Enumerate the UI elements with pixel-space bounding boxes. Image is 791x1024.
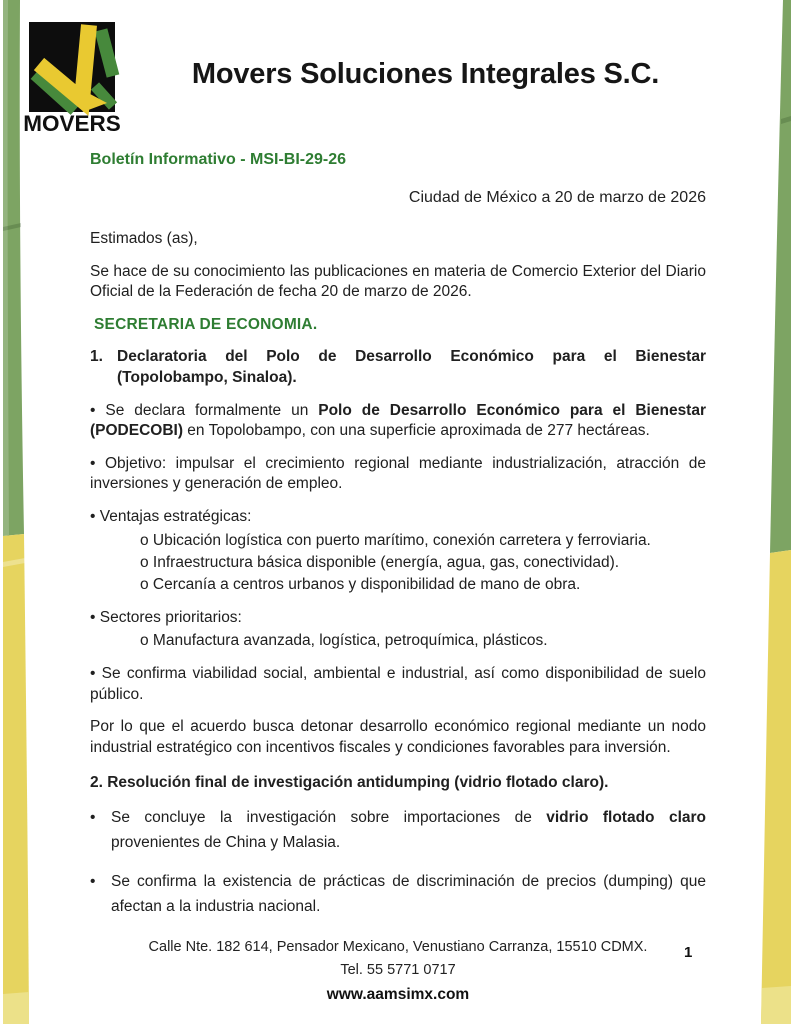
item-number: 1.	[90, 348, 103, 366]
sub-bullet-cercania: o Cercanía a centros urbanos y disponibilidad de mano de obra.	[140, 575, 581, 593]
bullet-sectores: • Sectores prioritarios:	[90, 608, 242, 626]
date-line: Ciudad de México a 20 de marzo de 2026	[408, 189, 706, 206]
brand-wordmark: MOVERS	[23, 111, 121, 136]
sub-bullet-manufactura: o Manufactura avanzada, logística, petroquímica, plásticos.	[140, 632, 548, 650]
bullet-text-post: en Topolobampo, con una superficie aproximada de 277 hectáreas.	[183, 422, 650, 440]
intro-paragraph: Se hace de su conocimiento las publicaciones en materia de Comercio Exterior del Diario Oficial de la Federación de fecha 20 de marzo de 2026.	[90, 262, 706, 301]
footer-website: www.aamsimx.com	[326, 986, 470, 1003]
sub-bullet-list	[90, 530, 706, 596]
bullet-declaratoria	[90, 401, 706, 442]
ribbon-yellow-segment	[761, 550, 791, 1024]
bullet-ventajas: • Ventajas estratégicas:	[90, 507, 252, 525]
bullet-text-bold: vidrio flotado claro	[546, 809, 706, 827]
footer	[90, 936, 706, 1007]
sub-bullet-ubicacion: o Ubicación logística con puerto marítimo, conexión carretera y ferroviaria.	[140, 531, 651, 549]
bullet-dumping	[90, 869, 706, 919]
closing-paragraph: Por lo que el acuerdo busca detonar desarrollo económico regional mediante un nodo industrial estratégico con incentivos fiscales y condiciones favorables para inversión.	[90, 718, 706, 756]
bullet-objetivo: • Objetivo: impulsar el crecimiento regional mediante industrialización, atracción de inversiones y generación de empleo.	[90, 454, 706, 493]
bullet-viabilidad: • Se confirma viabilidad social, ambiental e industrial, así como disponibilidad de suelo público.	[90, 665, 706, 703]
bullet-text	[111, 805, 706, 855]
ribbon-bottom-light	[3, 992, 29, 1024]
bullet-marker: •	[90, 809, 96, 827]
right-ribbon	[757, 0, 791, 1024]
ribbon-bottom-light	[761, 986, 791, 1024]
bullet-text-pre: • Se declara formalmente un	[90, 401, 319, 419]
footer-phone: Tel. 55 5771 0717	[340, 961, 456, 978]
bulletin-id: Boletín Informativo - MSI-BI-29-26	[90, 151, 347, 168]
bullet-text-bold: Polo de Desarrollo Económico para el Bienestar (PODECOBI)	[90, 401, 706, 440]
left-ribbon	[0, 0, 34, 1024]
sub-bullet-list	[90, 630, 706, 652]
greeting-text: Estimados (as),	[90, 230, 198, 247]
item2-heading: 2. Resolución final de investigación antidumping (vidrio flotado claro).	[90, 773, 609, 791]
footer-address: Calle Nte. 182 614, Pensador Mexicano, Venustiano Carranza, 15510 CDMX.	[148, 939, 648, 955]
item-heading-text: Declaratoria del Polo de Desarrollo Económico para el Bienestar (Topolobampo, Sinaloa).	[117, 348, 706, 386]
bullet-marker: •	[90, 873, 96, 891]
page-title: Movers Soluciones Integrales S.C.	[191, 58, 660, 90]
letter-body	[90, 229, 706, 933]
bullet-conclusion	[90, 805, 706, 855]
item1-heading	[90, 347, 706, 388]
bullet-text-pre: Se concluye la investigación sobre importaciones de	[111, 809, 547, 827]
ribbon-yellow-segment	[3, 534, 29, 1024]
sub-bullet-infraestructura: o Infraestructura básica disponible (energía, agua, gas, conectividad).	[140, 553, 620, 571]
bullet-text-post: provenientes de China y Malasia.	[111, 834, 341, 852]
section-heading: SECRETARIA DE ECONOMIA.	[94, 315, 318, 333]
page-number: 1	[684, 944, 693, 961]
bullet-text: Se confirma la existencia de prácticas de discriminación de precios (dumping) que afectan a la industria nacional.	[111, 873, 706, 916]
